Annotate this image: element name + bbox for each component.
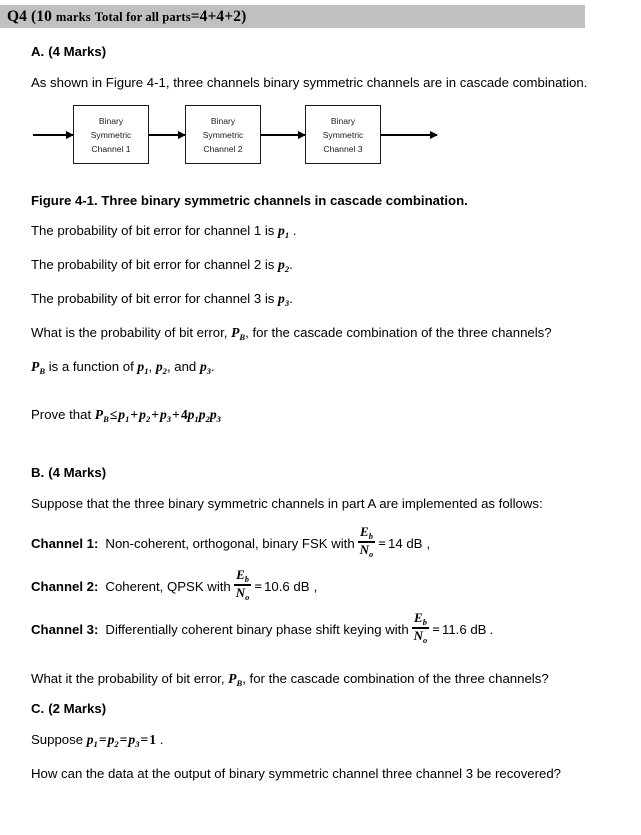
no-den-base-3: N	[413, 627, 424, 643]
header-smallcaps-marks: marks	[55, 9, 91, 24]
p1-base: p	[278, 223, 285, 238]
block-3-line-2: Symmetric	[322, 129, 364, 140]
suppose-value-one: 1	[149, 732, 157, 747]
symbol-pb	[231, 325, 245, 340]
arrow-between-2-3	[261, 134, 305, 136]
prove-term-p1	[118, 407, 129, 422]
suppose-p2-sub: 2	[114, 739, 119, 749]
fn-p3-base: p	[199, 359, 207, 374]
prove-prod-p1	[188, 407, 199, 422]
p2-subscript: 2	[284, 264, 290, 274]
eb-num-sub-1: b	[368, 532, 373, 542]
spacer-before-prove	[31, 391, 621, 405]
prove-t4-sub: 1	[194, 414, 199, 424]
prove-inequality	[31, 405, 621, 426]
prove-lhs-sub: B	[103, 414, 109, 424]
channel-2-trailing: ,	[313, 578, 318, 594]
eb-no-fraction-2	[234, 568, 252, 602]
suppose-p2	[108, 732, 119, 747]
prove-coefficient: 4	[180, 407, 188, 422]
channel-2-spec	[31, 569, 621, 603]
prove-t1-base: p	[118, 407, 126, 422]
channel-3-trailing: .	[489, 621, 494, 637]
equals-sign-2: =	[254, 578, 263, 594]
prove-t2-sub: 2	[145, 414, 151, 424]
fn-p1-sub: 1	[144, 366, 149, 376]
part-a-letter: A.	[31, 44, 45, 59]
plus-operator-1: +	[130, 407, 139, 422]
prove-t4-base: p	[187, 407, 195, 422]
prove-term-p3	[160, 407, 171, 422]
plus-operator-2: +	[151, 407, 159, 422]
prob-1-text: The probability of bit error for channel 1 is	[31, 223, 279, 238]
prove-t3-base: p	[159, 407, 167, 422]
block-2-line-3: Channel 2	[203, 143, 243, 154]
fn-p2-base: p	[155, 359, 163, 374]
p1-subscript: 1	[284, 230, 290, 240]
suppose-equals-3: =	[140, 732, 149, 747]
part-c-letter: C.	[31, 701, 45, 716]
fn-sep-1: ,	[148, 359, 156, 374]
eb-num-sub-2: b	[244, 575, 249, 585]
arrow-between-1-2	[149, 134, 185, 136]
block-1-line-1: Binary	[98, 115, 124, 126]
suppose-p1-sub: 1	[93, 739, 98, 749]
part-c-question: How can the data at the output of binary symmetric channel three channel 3 be recovered?	[31, 766, 562, 781]
header-prefix: Q4 (10	[7, 7, 56, 25]
eb-num-base-3: E	[414, 610, 423, 626]
no-denominator-2	[234, 586, 252, 602]
pb-function-statement	[31, 357, 621, 378]
fn-p3-sub: 3	[206, 366, 212, 376]
part-b-marks: (4 Marks)	[48, 465, 107, 480]
channel-1-trailing: ,	[426, 535, 431, 551]
prove-t5-base: p	[198, 407, 206, 422]
block-bsc-3	[305, 105, 381, 164]
suppose-equals-2: =	[119, 732, 128, 747]
prob-3-period: .	[289, 291, 293, 306]
question-b-post: , for the cascade combination of the three channels?	[242, 671, 549, 686]
prob-2-period: .	[289, 257, 293, 272]
prove-t5-sub: 2	[205, 414, 210, 424]
header-smallcaps-total: Total for all parts	[94, 9, 191, 24]
spacer-before-b-question	[31, 655, 621, 669]
symbol-p2	[278, 257, 289, 272]
question-header-bar	[0, 5, 585, 28]
fn-p2-sub: 2	[162, 366, 167, 376]
prob-3-text: The probability of bit error for channel 3 is	[31, 291, 279, 306]
symbol-pb-partb	[228, 671, 242, 686]
part-b-heading	[31, 465, 621, 480]
eb-num-base-2: E	[236, 567, 245, 583]
suppose-p1-base: p	[86, 732, 94, 747]
pb-fn-subscript: B	[39, 366, 46, 376]
block-bsc-1	[73, 105, 149, 164]
symbol-p3	[278, 291, 289, 306]
block-1-line-2: Symmetric	[90, 129, 132, 140]
prove-t6-base: p	[209, 407, 217, 422]
question-a-pre: What is the probability of bit error,	[31, 325, 232, 340]
suppose-p2-base: p	[107, 732, 115, 747]
suppose-period: .	[156, 732, 164, 747]
part-b-letter: B.	[31, 465, 45, 480]
block-bsc-2	[185, 105, 261, 164]
arrow-output	[381, 134, 437, 136]
p3-subscript: 3	[284, 298, 290, 308]
prove-t1-sub: 1	[125, 414, 130, 424]
prob-1-period: .	[289, 223, 297, 238]
pb-b-base: P	[228, 671, 237, 686]
suppose-p3-base: p	[128, 732, 136, 747]
pb-b-subscript: B	[236, 678, 243, 688]
symbol-fn-p3	[200, 359, 211, 374]
block-3-line-3: Channel 3	[323, 143, 363, 154]
less-equal-operator: ≤	[109, 407, 118, 422]
block-3-line-1: Binary	[330, 115, 356, 126]
suppose-p3-sub: 3	[135, 739, 140, 749]
suppose-label: Suppose	[31, 732, 87, 747]
no-den-base-2: N	[235, 584, 246, 600]
suppose-equals-1: =	[98, 732, 107, 747]
channel-3-description: Differentially coherent binary phase shift keying with	[105, 621, 409, 637]
header-suffix: =4+4+2)	[190, 7, 247, 25]
eb-numerator-2	[234, 568, 251, 584]
symbol-fn-p1	[137, 359, 148, 374]
fn-sep-2: , and	[166, 359, 200, 374]
arrow-input	[33, 134, 73, 136]
channel-3-label: Channel 3:	[31, 621, 99, 637]
fn-end-period: .	[211, 359, 215, 374]
no-den-sub-2: o	[245, 592, 250, 602]
figure-caption: Figure 4-1. Three binary symmetric channels in cascade combination.	[31, 193, 468, 208]
block-2-line-2: Symmetric	[202, 129, 244, 140]
cascade-block-diagram	[31, 105, 471, 177]
channel-1-label: Channel 1:	[31, 535, 99, 551]
no-den-sub-3: o	[423, 635, 428, 645]
fn-mid-text: is a function of	[45, 359, 138, 374]
symbol-p1	[278, 223, 289, 238]
suppose-p1	[87, 732, 98, 747]
prove-t3-sub: 3	[166, 414, 172, 424]
page-title	[0, 8, 246, 26]
eb-numerator-3	[412, 611, 429, 627]
part-a-intro: As shown in Figure 4-1, three channels binary symmetric channels are in cascade combination.	[31, 75, 588, 90]
prove-prod-p3	[210, 407, 221, 422]
prove-lhs-base: P	[94, 407, 104, 422]
no-den-sub-1: o	[369, 549, 374, 559]
probability-channel-2	[31, 255, 621, 276]
prove-lhs-pb	[95, 407, 109, 422]
channel-3-spec	[31, 612, 621, 646]
prove-label: Prove that	[31, 407, 95, 422]
plus-operator-3: +	[172, 407, 180, 422]
channel-2-description: Coherent, QPSK with	[105, 578, 231, 594]
part-c-suppose	[31, 730, 621, 751]
part-b-question	[31, 669, 621, 690]
part-a-heading	[31, 44, 621, 59]
part-c-heading	[31, 701, 621, 716]
eb-num-sub-3: b	[422, 618, 427, 628]
channel-3-value: 11.6 dB	[441, 621, 487, 637]
probability-channel-3	[31, 289, 621, 310]
no-denominator-1	[358, 543, 376, 559]
document-body	[31, 44, 621, 796]
prob-2-text: The probability of bit error for channel 2 is	[31, 257, 279, 272]
no-denominator-3	[412, 629, 430, 645]
channel-2-label: Channel 2:	[31, 578, 99, 594]
pb-subscript: B	[239, 332, 246, 342]
symbol-fn-p2	[156, 359, 167, 374]
eb-no-fraction-3	[412, 611, 430, 645]
part-a-marks: (4 Marks)	[48, 44, 107, 59]
block-1-line-3: Channel 1	[91, 143, 131, 154]
p2-base: p	[278, 257, 285, 272]
pb-base: P	[231, 325, 240, 340]
symbol-pb-function	[31, 359, 45, 374]
eb-num-base-1: E	[360, 524, 369, 540]
prove-prod-p2	[199, 407, 210, 422]
block-2-line-1: Binary	[210, 115, 236, 126]
pb-fn-base: P	[31, 359, 40, 374]
fn-p1-base: p	[137, 359, 145, 374]
suppose-p3	[128, 732, 139, 747]
prove-t2-base: p	[139, 407, 146, 422]
equals-sign-1: =	[378, 535, 386, 551]
question-a-post: , for the cascade combination of the three channels?	[245, 325, 552, 340]
channel-1-description: Non-coherent, orthogonal, binary FSK with	[105, 535, 355, 551]
spacer-before-part-b	[31, 439, 621, 465]
channel-2-value: 10.6 dB	[264, 578, 310, 594]
eb-no-fraction-1	[358, 525, 376, 559]
eb-numerator-1	[358, 525, 375, 541]
no-den-base-1: N	[359, 541, 370, 557]
question-b-pre: What it the probability of bit error,	[31, 671, 229, 686]
prove-t6-sub: 3	[216, 414, 221, 424]
channel-1-spec	[31, 526, 621, 560]
probability-channel-1	[31, 221, 621, 242]
part-c-marks: (2 Marks)	[48, 701, 107, 716]
prove-term-p2	[139, 407, 150, 422]
channel-1-value: 14 dB	[387, 535, 423, 551]
part-a-question	[31, 323, 621, 344]
equals-sign-3: =	[432, 621, 440, 637]
part-b-intro: Suppose that the three binary symmetric channels in part A are implemented as follows:	[31, 496, 543, 511]
p3-base: p	[278, 291, 285, 306]
